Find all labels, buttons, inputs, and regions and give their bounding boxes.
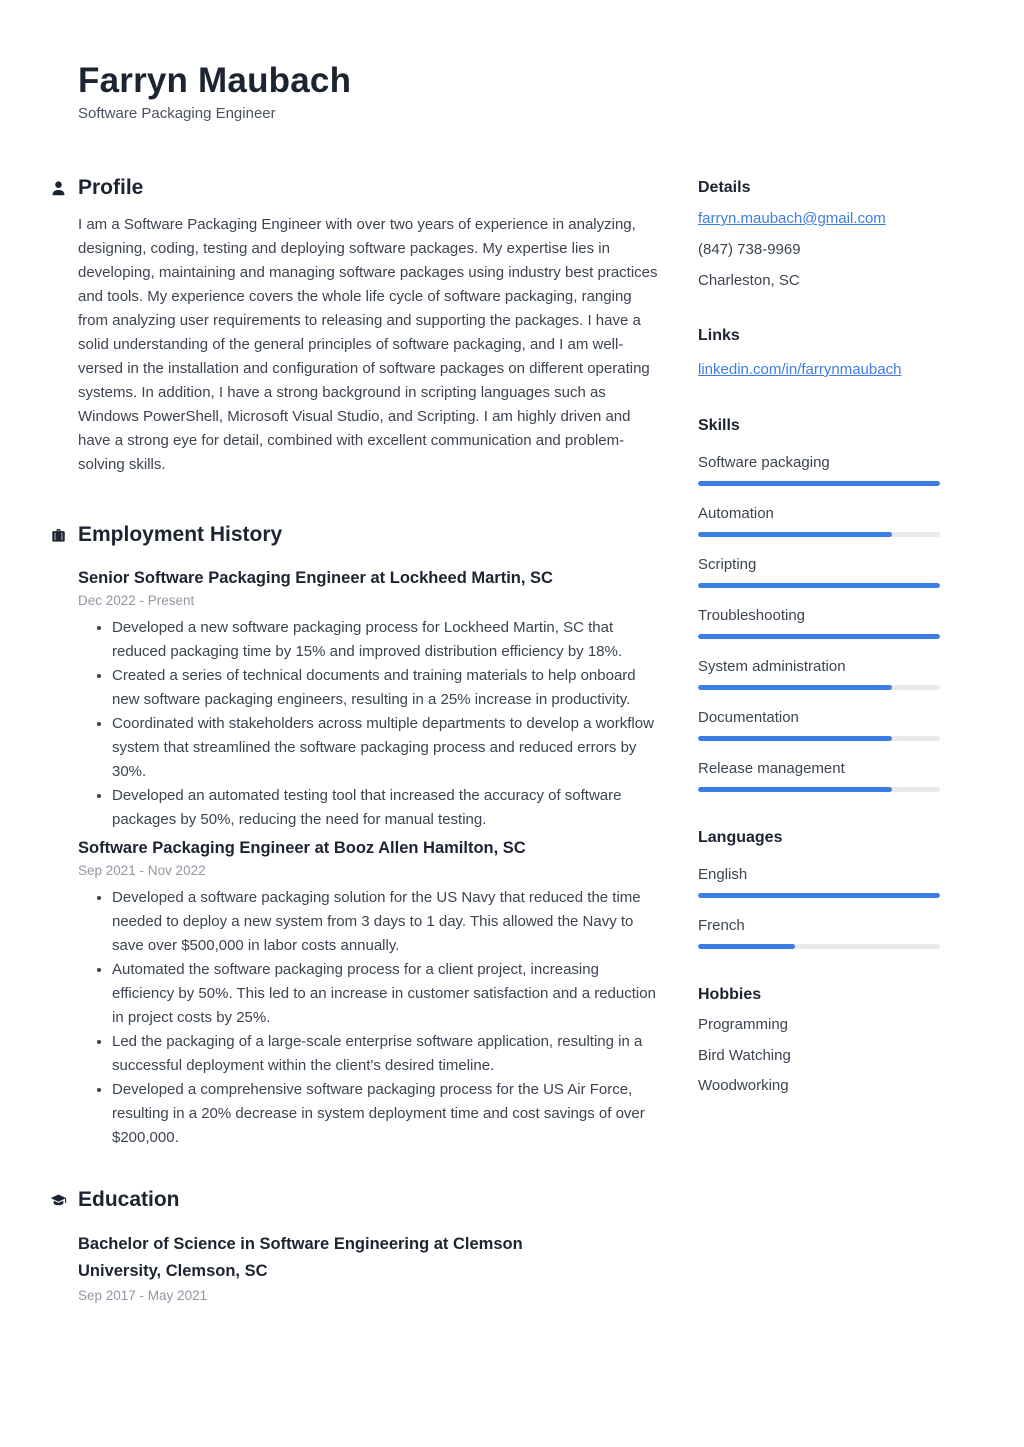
skill-item <box>698 453 940 486</box>
rating-bar-fill <box>698 787 892 792</box>
rated-item-label: Troubleshooting <box>698 607 806 624</box>
hobby-item: Programming <box>698 1016 789 1033</box>
employment-section-header <box>50 523 662 547</box>
skill-item <box>698 555 940 588</box>
job-bullet: • Created a series of technical documents and training materials to help onboard new software packaging engineers, resulting in a 25% increase in productivity. <box>112 664 662 712</box>
education-dates: Sep 2017 - May 2021 <box>78 1288 208 1303</box>
skills-section <box>698 417 940 792</box>
rating-bar-fill <box>698 944 795 949</box>
hobbies-heading: Hobbies <box>698 986 762 1003</box>
person-name: Farryn Maubach <box>78 61 352 100</box>
job-title: Software Packaging Engineer at Booz Allen Hamilton, SC <box>78 839 526 857</box>
skill-item <box>698 504 940 537</box>
rated-item-label: Software packaging <box>698 454 830 471</box>
skill-item <box>698 759 940 792</box>
job-bullets <box>78 616 662 832</box>
rated-item-label: Automation <box>698 505 774 522</box>
details-heading: Details <box>698 179 751 196</box>
main-column <box>50 60 662 1303</box>
links-heading: Links <box>698 327 740 344</box>
employment-section <box>50 523 662 1150</box>
skills-heading: Skills <box>698 417 740 434</box>
external-link[interactable]: linkedin.com/in/farrynmaubach <box>698 361 902 378</box>
rating-bar-fill <box>698 583 940 588</box>
rating-bar-track <box>698 944 940 949</box>
rated-item-label: Release management <box>698 760 845 777</box>
rating-bar-fill <box>698 481 940 486</box>
sidebar <box>698 60 940 1303</box>
education-degree: Bachelor of Science in Software Engineering at Clemson University, Clemson, SC <box>78 1235 523 1280</box>
skill-item <box>698 606 940 639</box>
job-title: Senior Software Packaging Engineer at Lockheed Martin, SC <box>78 569 553 587</box>
hobby-item: Bird Watching <box>698 1046 791 1064</box>
profile-section-header <box>50 176 662 200</box>
job-bullet: • Developed a new software packaging process for Lockheed Martin, SC that reduced packaging time by 15% and improved distribution efficiency by 18%. <box>112 616 662 664</box>
skill-item <box>698 657 940 690</box>
job-bullet: • Developed an automated testing tool that increased the accuracy of software packages by 50%, reducing the need for manual testing. <box>112 784 662 832</box>
person-job-title: Software Packaging Engineer <box>78 105 276 122</box>
education-entry <box>78 1231 662 1303</box>
links-section <box>698 327 940 378</box>
rating-bar-track <box>698 685 940 690</box>
rating-bar-fill <box>698 685 892 690</box>
rated-item-label: English <box>698 866 748 883</box>
job-bullet: • Developed a comprehensive software packaging process for the US Air Force, resulting in a 20% decrease in system deployment time and cost savings of over $200,000. <box>112 1078 662 1150</box>
job-bullets <box>78 886 662 1150</box>
rated-item-label: System administration <box>698 658 846 675</box>
profile-section <box>50 176 662 477</box>
hobbies-list <box>698 1015 940 1096</box>
profile-section-title: Profile <box>78 176 144 199</box>
location: Charleston, SC <box>698 272 800 289</box>
rating-bar-track <box>698 634 940 639</box>
person-icon <box>50 180 67 197</box>
languages-heading: Languages <box>698 829 783 846</box>
rated-item-label: French <box>698 917 745 934</box>
rating-bar-fill <box>698 532 892 537</box>
education-section-title: Education <box>78 1188 180 1211</box>
skill-item <box>698 708 940 741</box>
job-dates: Sep 2021 - Nov 2022 <box>78 863 206 878</box>
hobbies-section <box>698 986 940 1096</box>
link-row <box>698 361 940 378</box>
languages-section <box>698 829 940 949</box>
rating-bar-fill <box>698 893 940 898</box>
languages-list <box>698 865 940 949</box>
briefcase-icon <box>50 527 67 544</box>
skills-list <box>698 453 940 792</box>
job-bullet: • Led the packaging of a large-scale enterprise software application, resulting in a successful deployment within the client's desired timeline. <box>112 1030 662 1078</box>
graduation-cap-icon <box>50 1192 67 1209</box>
language-item <box>698 916 940 949</box>
education-section <box>50 1188 662 1303</box>
rating-bar-track <box>698 532 940 537</box>
rating-bar-track <box>698 583 940 588</box>
rating-bar-fill <box>698 634 940 639</box>
hobby-item: Woodworking <box>698 1077 789 1094</box>
rating-bar-track <box>698 736 940 741</box>
employment-jobs <box>78 566 662 1150</box>
education-section-header <box>50 1188 662 1212</box>
job-dates: Dec 2022 - Present <box>78 593 195 608</box>
rated-item-label: Scripting <box>698 556 757 573</box>
education-items <box>78 1231 662 1303</box>
profile-text: I am a Software Packaging Engineer with over two years of experience in analyzing, designing, coding, testing and deploying software packages. My expertise lies in developing, maintaining and managing software packages using industry best practices and tools. My experience covers the whole life cycle of software packaging, ranging from analyzing user requirements to releasing and supporting the packages. I have a solid understanding of the general principles of software packaging, and I am well-versed in the installation and configuration of software packages on different operating systems. In addition, I have a strong background in scripting languages such as Windows PowerShell, Microsoft Visual Studio, and Scripting. I am highly driven and have a strong eye for detail, combined with excellent communication and problem-solving skills. <box>78 216 658 473</box>
links-list <box>698 361 940 378</box>
email-link[interactable]: farryn.maubach@gmail.com <box>698 210 886 227</box>
rating-bar-track <box>698 481 940 486</box>
rating-bar-fill <box>698 736 892 741</box>
job-entry <box>78 566 662 832</box>
details-section <box>698 179 940 290</box>
job-bullet: • Coordinated with stakeholders across multiple departments to develop a workflow system that streamlined the software packaging process and reduced errors by 30%. <box>112 712 662 784</box>
job-entry <box>78 836 662 1150</box>
phone-number: (847) 738-9969 <box>698 241 801 258</box>
rated-item-label: Documentation <box>698 709 799 726</box>
employment-section-title: Employment History <box>78 523 283 546</box>
rating-bar-track <box>698 893 940 898</box>
language-item <box>698 865 940 898</box>
rating-bar-track <box>698 787 940 792</box>
job-bullet: • Automated the software packaging process for a client project, increasing efficiency by 50%. This led to an increase in customer satisfaction and a reduction in project costs by 25%. <box>112 958 662 1030</box>
job-bullet: • Developed a software packaging solution for the US Navy that reduced the time needed to deploy a new system from 3 days to 1 day. This allowed the Navy to save over $500,000 in labor costs annually. <box>112 886 662 958</box>
